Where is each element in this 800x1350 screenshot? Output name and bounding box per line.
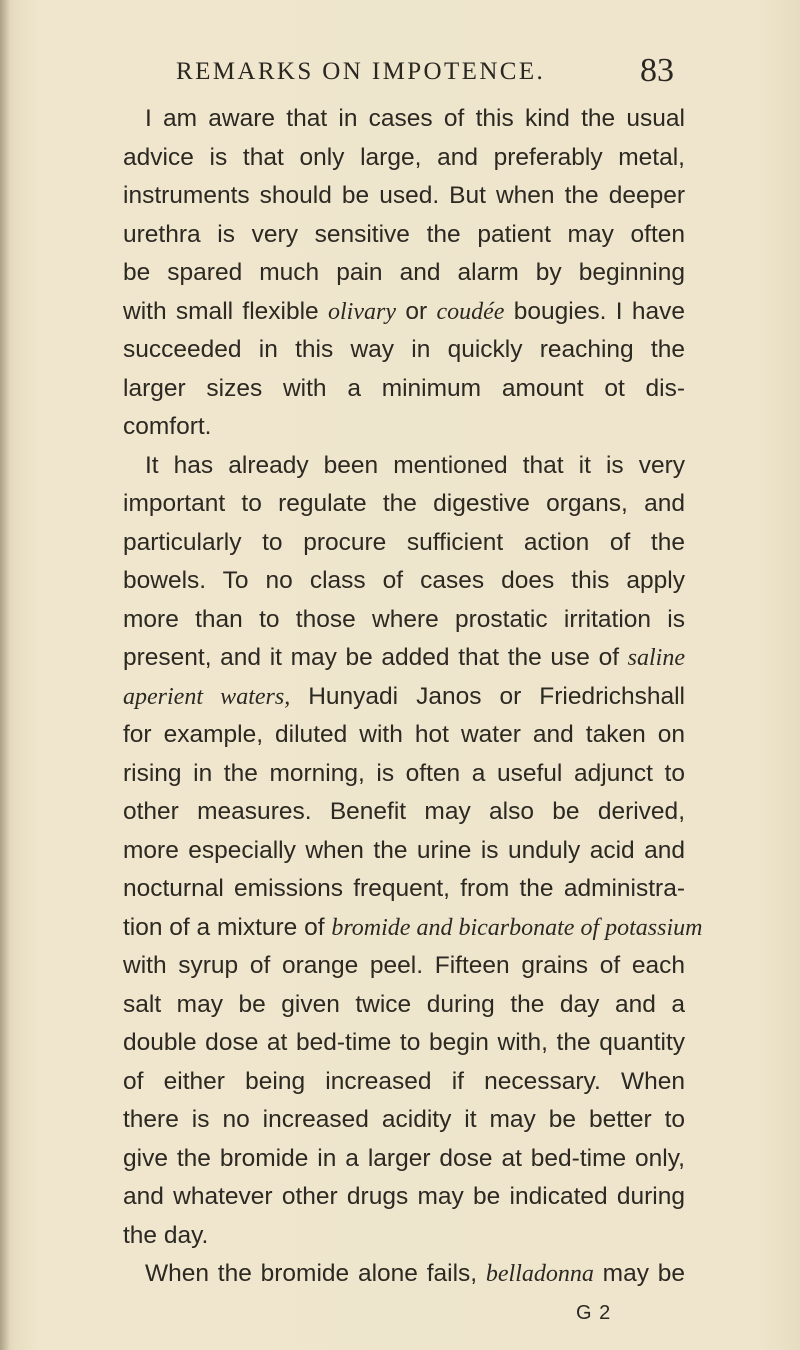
italic-phrase: bromide and bicarbonate of potassium	[331, 914, 703, 941]
text-run: double dose at bed-time to begin with, the quantity	[123, 1029, 685, 1056]
text-run: or	[396, 297, 437, 325]
text-line	[123, 178, 685, 214]
text-run: other measures. Benefit may also be derived,	[123, 798, 685, 825]
text-run: It has already been mentioned that it is very	[145, 451, 685, 479]
text-run: give the bromide in a larger dose at bed-time only,	[123, 1144, 685, 1172]
text-line	[123, 717, 685, 753]
italic-phrase: olivary	[328, 298, 396, 325]
text-line	[123, 409, 685, 445]
italic-phrase: coudée	[436, 298, 505, 325]
text-run: more especially when the urine is unduly acid and	[123, 836, 685, 864]
text-line	[123, 871, 685, 907]
italic-phrase: aperient waters,	[123, 683, 291, 710]
text-run: be spared much pain and alarm by beginning	[123, 259, 685, 286]
text-line	[123, 563, 685, 599]
text-line	[145, 101, 685, 137]
text-run: with syrup of orange peel. Fifteen grains of each	[123, 952, 685, 979]
text-run: I am aware that in cases of this kind the usual	[145, 105, 685, 132]
text-line	[123, 948, 685, 984]
text-run: may be	[593, 1260, 685, 1287]
signature-mark: G 2	[576, 1302, 612, 1324]
text-run: comfort.	[123, 413, 212, 440]
text-line	[123, 525, 685, 561]
text-line	[123, 640, 685, 676]
text-line	[123, 1218, 685, 1254]
text-line	[123, 910, 703, 946]
text-line	[145, 448, 685, 484]
text-run: tion of a mixture of	[123, 913, 332, 941]
page-spine-shadow	[0, 0, 10, 1350]
text-line	[123, 371, 685, 407]
text-line	[123, 756, 685, 792]
text-line	[123, 1102, 685, 1138]
text-line	[123, 294, 685, 330]
text-run: nocturnal emissions frequent, from the administra-	[123, 875, 685, 902]
text-run: bowels. To no class of cases does this apply	[123, 567, 685, 594]
italic-phrase: saline	[627, 645, 685, 671]
text-line	[123, 602, 685, 638]
text-run: salt may be given twice during the day and a	[123, 990, 685, 1018]
text-run: succeeded in this way in quickly reaching the	[123, 336, 685, 363]
text-line	[145, 1256, 685, 1292]
text-run: larger sizes with a minimum amount ot dis-	[123, 374, 685, 402]
text-run: there is no increased acidity it may be better to	[123, 1106, 685, 1133]
text-line	[123, 1141, 685, 1177]
text-run: with small flexible	[123, 297, 329, 325]
text-line	[123, 833, 685, 869]
text-run: instruments should be used. But when the deeper	[123, 182, 685, 209]
text-line	[123, 987, 685, 1023]
text-line	[123, 1025, 685, 1061]
text-run: more than to those where prostatic irritation is	[123, 605, 685, 633]
italic-phrase: belladonna	[485, 1261, 594, 1287]
text-run: When the bromide alone fails,	[145, 1260, 486, 1287]
text-run: rising in the morning, is often a useful adjunct to	[123, 759, 685, 787]
text-run: and whatever other drugs may be indicated during	[123, 1183, 685, 1210]
text-line	[123, 217, 685, 253]
text-line	[123, 140, 685, 176]
text-run: important to regulate the digestive organs, and	[123, 490, 685, 517]
text-run: the day.	[123, 1221, 209, 1249]
text-run: present, and it may be added that the use of	[123, 644, 628, 671]
text-line	[123, 679, 685, 715]
text-line	[123, 332, 685, 368]
text-line	[123, 486, 685, 522]
text-run: for example, diluted with hot water and taken on	[123, 721, 685, 748]
text-run: urethra is very sensitive the patient may often	[123, 220, 685, 248]
text-run: Hunyadi Janos or Friedrichshall	[290, 682, 685, 710]
page-number: 83	[640, 52, 674, 89]
text-run: particularly to procure sufficient action of the	[123, 528, 685, 556]
text-line	[123, 1179, 685, 1215]
text-line	[123, 794, 685, 830]
text-line	[123, 1064, 685, 1100]
text-line	[123, 255, 685, 291]
text-run: of either being increased if necessary. When	[123, 1067, 685, 1095]
running-head	[0, 54, 800, 94]
text-run: bougies. I have	[504, 297, 685, 325]
text-run: advice is that only large, and preferably metal,	[123, 143, 685, 171]
running-title: REMARKS ON IMPOTENCE.	[176, 58, 546, 85]
